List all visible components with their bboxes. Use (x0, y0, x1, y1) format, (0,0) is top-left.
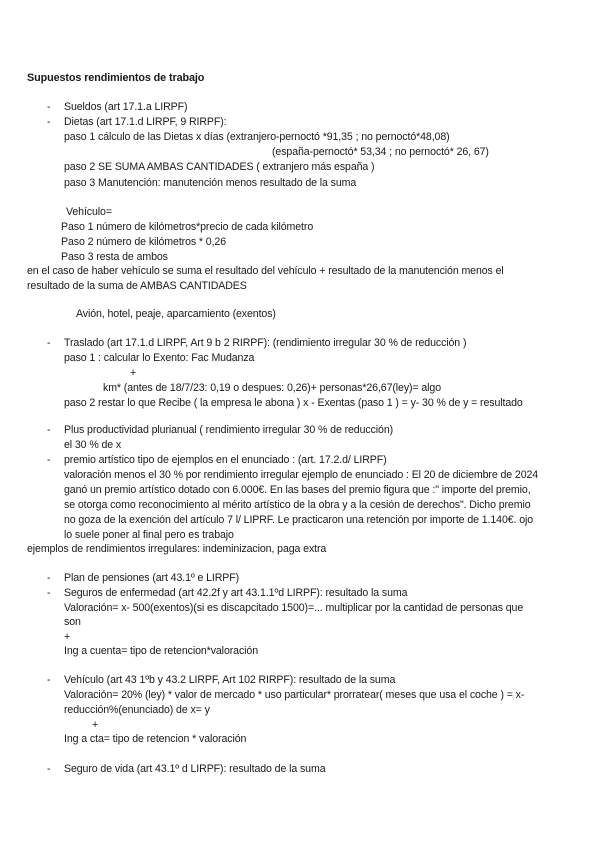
text-line: + (92, 719, 99, 731)
text-line: + (130, 367, 137, 379)
page-title: Supuestos rendimientos de trabajo (27, 72, 205, 84)
bullet-dash: - (47, 424, 51, 436)
bullet-dash: - (47, 587, 51, 599)
bullet-dash: - (47, 454, 51, 466)
text-line: se otorga como reconocimiento al mérito artístico de la obra y a la cesión de derechos". Dicho premio (64, 499, 531, 511)
text-line: paso 2 restar lo que Recibe ( la empresa le abona ) x - Exentas (paso 1 ) = y- 30 % de y = resultado (64, 397, 523, 409)
text-line: paso 2 SE SUMA AMBAS CANTIDADES ( extranjero más españa ) (64, 161, 375, 173)
text-line: valoración menos el 30 % por rendimiento irregular ejemplo de enunciado : El 20 de diciembre de 2024 (64, 469, 539, 481)
list-item-sueldos: Sueldos (art 17.1.a LIRPF) (64, 101, 188, 113)
list-item-dietas: Dietas (art 17.1.d LIRPF, 9 RIRPF): (64, 116, 227, 128)
text-line: en el caso de haber vehículo se suma el resultado del vehículo + resultado de la manutención menos el (27, 265, 504, 277)
bullet-dash: - (47, 674, 51, 686)
text-line: son (64, 616, 81, 628)
bullet-dash: - (47, 116, 51, 128)
text-line: (españa-pernoctó* 53,34 ; no pernoctó* 26, 67) (272, 146, 489, 158)
text-line: Ing a cta= tipo de retencion * valoración (64, 733, 247, 745)
bullet-dash: - (47, 572, 51, 584)
text-line: ganó un premio artístico dotado con 6.000€. En las bases del premio figura que :" importe del premio, (64, 484, 531, 496)
text-line: resultado de la suma de AMBAS CANTIDADES (27, 280, 247, 292)
text-line: Paso 2 número de kilómetros * 0,26 (61, 236, 227, 248)
bullet-dash: - (47, 101, 51, 113)
text-line: Avión, hotel, peaje, aparcamiento (exentos) (76, 308, 276, 320)
text-line: km* (antes de 18/7/23: 0,19 o despues: 0,26)+ personas*26,67(ley)= algo (103, 382, 442, 394)
text-line: + (64, 631, 71, 643)
text-line: Valoración= 20% (ley) * valor de mercado * uso particular* prorratear( meses que usa el coche ) = x- (64, 689, 525, 701)
text-line: reducción%(enunciado) de x= y (64, 704, 210, 716)
bullet-dash: - (47, 337, 51, 349)
text-line: el 30 % de x (64, 439, 122, 451)
text-line: Paso 3 resta de ambos (61, 251, 168, 263)
text-line: paso 1 cálculo de las Dietas x días (extranjero-pernoctó *91,35 ; no pernoctó*48,08) (64, 131, 450, 143)
list-item-seguros-enfermedad: Seguros de enfermedad (art 42.2f y art 43.1.1ºd LIRPF): resultado la suma (64, 587, 408, 599)
bullet-dash: - (47, 763, 51, 775)
list-item-seguro-vida: Seguro de vida (art 43.1º d LIRPF): resultado de la suma (64, 763, 326, 775)
list-item-premio: premio artístico tipo de ejemplos en el enunciado : (art. 17.2.d/ LIRPF) (64, 454, 387, 466)
text-line: Ing a cuenta= tipo de retencion*valoración (64, 645, 258, 657)
text-line: Paso 1 número de kilómetros*precio de cada kilómetro (61, 221, 314, 233)
text-line: Valoración= x- 500(exentos)(si es discapcitado 1500)=... multiplicar por la cantidad de personas que (64, 602, 524, 614)
text-line: Vehículo= (66, 206, 112, 218)
text-line: no goza de la exención del artículo 7 l/ LIPRF. Le practicaron una retención por importe de 1.140€. ojo (64, 514, 534, 526)
text-line: ejemplos de rendimientos irregulares: indeminizacion, paga extra (27, 543, 327, 555)
list-item-vehiculo: Vehículo (art 43 1ºb y 43.2 LIRPF, Art 102 RIRPF): resultado de la suma (64, 674, 396, 686)
text-line: paso 3 Manutención: manutención menos resultado de la suma (64, 177, 357, 189)
text-line: lo suele poner al final pero es trabajo (64, 529, 234, 541)
list-item-plan-pensiones: Plan de pensiones (art 43.1º e LIRPF) (64, 572, 240, 584)
list-item-traslado: Traslado (art 17.1.d LIRPF, Art 9 b 2 RIRPF): (rendimiento irregular 30 % de reducción ) (64, 337, 467, 349)
text-line: paso 1 : calcular lo Exento: Fac Mudanza (64, 352, 255, 364)
list-item-plus-productividad: Plus productividad plurianual ( rendimiento irregular 30 % de reducción) (64, 424, 394, 436)
